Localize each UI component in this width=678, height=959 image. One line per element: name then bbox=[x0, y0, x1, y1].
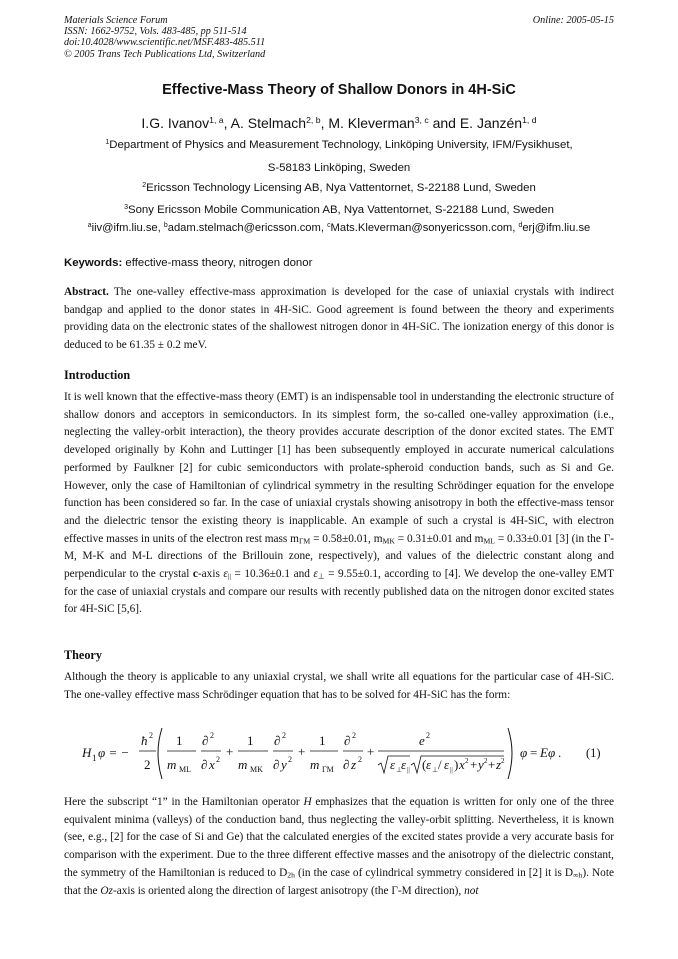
affiliation-2 bbox=[0, 182, 678, 194]
svg-text:MK: MK bbox=[250, 765, 263, 774]
svg-text:2: 2 bbox=[358, 755, 362, 764]
abstract-label: Abstract. bbox=[64, 286, 109, 298]
svg-text:1: 1 bbox=[92, 753, 97, 763]
svg-text:H: H bbox=[82, 745, 92, 760]
subscript: ΓM bbox=[298, 536, 311, 546]
affil-text: Ericsson Technology Licensing AB, Nya Vattentornet, S-22188 Lund, Sweden bbox=[146, 182, 536, 194]
separator: , bbox=[320, 115, 329, 131]
svg-text:2: 2 bbox=[352, 731, 356, 740]
intro-paragraph bbox=[64, 389, 614, 619]
svg-text:ΓM: ΓM bbox=[322, 765, 334, 774]
author-affil-mark: 2, b bbox=[306, 115, 321, 126]
svg-text:φ = −: φ = − bbox=[98, 745, 130, 760]
svg-text:2: 2 bbox=[282, 731, 286, 740]
svg-text:2: 2 bbox=[465, 757, 469, 765]
abstract bbox=[64, 284, 614, 355]
copyright-line: © 2005 Trans Tech Publications Ltd, Switzerland bbox=[64, 48, 266, 60]
separator: , bbox=[223, 115, 231, 131]
affil-text: Sony Ericsson Mobile Communication AB, Nya Vattentornet, S-22188 Lund, Sweden bbox=[128, 204, 554, 216]
svg-text:+: + bbox=[470, 757, 478, 772]
svg-text:+: + bbox=[488, 757, 496, 772]
journal-name: Materials Science Forum bbox=[64, 15, 168, 26]
text: -axis is oriented along the direction of largest anisotropy (the Γ-M direction), bbox=[112, 884, 465, 897]
svg-text:⊥: ⊥ bbox=[396, 766, 403, 774]
svg-text:2: 2 bbox=[288, 755, 292, 764]
email-address[interactable]: iiv@ifm.liu.se bbox=[91, 222, 158, 234]
subscript: ML bbox=[483, 536, 495, 546]
author-name: I.G. Ivanov bbox=[141, 115, 210, 131]
theory-paragraph-1: Although the theory is applicable to any uniaxial crystal, we shall write all equations for the particular case of 4H-SiC. The one-valley effective mass Schrödinger equation that has to be solved for 4H-SiC has the form: bbox=[64, 671, 614, 701]
intro-heading: Introduction bbox=[64, 368, 131, 382]
svg-text:m: m bbox=[310, 757, 320, 772]
text: It is well known that the effective-mass theory (EMT) is an indispensable tool in understanding the electronic structure of shallow donors and acceptors in semiconductors. In its simplest form, the so-called one-valley approximation (i.e., neglecting the valley-orbit interaction), the theory provides accurate description of the donor excited states. The EMT developed originally by Kohn and Luttinger [1] has been subsequently employed in accurate numerical calculations performed by Faulkner [2] for cubic semiconductors with prolate-spheroid conduction bands, such as Si and Ge. However, only the case of Hamiltonian of cylindrical symmetry in the resulting Schrödinger equation for the envelope function has been considered so far. In the case of uniaxial crystals showing anisotropy in both the effective-mass tensor and the dielectric tensor the existing theory is inapplicable. An example of such a crystal is 4H-SiC, with electron effective masses in units of the electron rest mass m bbox=[64, 391, 614, 545]
emphasis: not bbox=[464, 884, 479, 897]
svg-text:z: z bbox=[496, 757, 502, 772]
svg-text:1: 1 bbox=[247, 733, 254, 748]
svg-text:2: 2 bbox=[210, 731, 214, 740]
email-address[interactable]: erj@ifm.liu.se bbox=[522, 222, 591, 234]
affiliation-1 bbox=[0, 139, 678, 151]
text: = 10.36±0.1 and bbox=[230, 568, 314, 581]
affil-mark: 3 bbox=[124, 204, 128, 212]
subscript: 2h bbox=[287, 870, 295, 880]
theory-heading: Theory bbox=[64, 648, 102, 662]
text: = 9.55±0.1, according to [4]. We develop the one-valley EMT for the case of uniaxial crystals and compare our results with recently published data on the nitrogen donor excited states for 4H-SiC [5,6]. bbox=[64, 568, 614, 616]
svg-text:ε: ε bbox=[390, 757, 396, 772]
text: -axis bbox=[197, 568, 224, 581]
author-affil-mark: 1, d bbox=[522, 115, 537, 126]
journal-info bbox=[64, 15, 265, 60]
svg-text:||: || bbox=[450, 766, 453, 774]
email-list: $^a$iiv@ifm.liu.se, $^b$adam.stelmach@ericsson.com, $^c$Mats.Kleverman@sonyericsson.com, $^d$erj@ifm.liu.se bbox=[87, 222, 591, 234]
svg-text:+: + bbox=[367, 744, 375, 759]
svg-text:Eφ: Eφ bbox=[540, 745, 556, 760]
affiliation-1-cont: S-58183 Linköping, Sweden bbox=[267, 162, 411, 174]
svg-text:.: . bbox=[558, 745, 562, 760]
svg-text:m: m bbox=[167, 757, 177, 772]
online-date: Online: 2005-05-15 bbox=[532, 15, 614, 26]
issn-line: ISSN: 1662-9752, Vols. 483-485, pp 511-514 bbox=[64, 26, 247, 38]
keywords bbox=[64, 257, 312, 269]
equation-graphic bbox=[64, 723, 614, 785]
email-address[interactable]: adam.stelmach@ericsson.com bbox=[167, 222, 321, 234]
svg-text:||: || bbox=[407, 766, 410, 774]
epsilon-symbol: ε bbox=[313, 568, 318, 581]
affil-mark: 2 bbox=[142, 182, 147, 190]
svg-text:∂: ∂ bbox=[273, 757, 280, 772]
theory-paragraph-2 bbox=[64, 794, 614, 900]
author-affil-mark: 3, c bbox=[414, 115, 429, 126]
svg-text:ε: ε bbox=[401, 757, 407, 772]
svg-text:φ: φ bbox=[520, 745, 528, 760]
svg-text:1: 1 bbox=[319, 733, 326, 748]
affil-text: Department of Physics and Measurement Technology, Linköping University, IFM/Fysikhuset, bbox=[109, 139, 573, 151]
text: = 0.58±0.01, m bbox=[310, 532, 383, 545]
svg-text:∂: ∂ bbox=[274, 733, 281, 748]
svg-text:2: 2 bbox=[216, 755, 220, 764]
text: emphasizes that the equation is written for only one of the three equivalent minima (valleys) of the conduction band, thus neglecting the valley-orbit splitting. Nevertheless, it is known (see, e.g., [2] for the case of Si and Ge) that the calculated energies of the excited states provide a very accurate basis for comparison with the experiment. Due to the three different effective masses and the anisotropy of the dielectric constant, the symmetry of the Hamiltonian is reduced to D bbox=[64, 796, 614, 879]
svg-text:ε: ε bbox=[444, 757, 450, 772]
svg-text:∂: ∂ bbox=[343, 757, 350, 772]
svg-text:ML: ML bbox=[179, 765, 191, 774]
subscript: ⊥ bbox=[317, 571, 325, 581]
abstract-text: The one-valley effective-mass approximation is developed for the case of uniaxial crystals with indirect bandgap and applied to the donor states in 4H-SiC. Good agreement is found between the theory and experiments providing data on the electronic states of the shallowest nitrogen donor in 4H-SiC. The ionization energy of this donor is deduced to be 61.35 ± 0.2 meV. bbox=[64, 286, 614, 352]
paper-title: Effective-Mass Theory of Shallow Donors in 4H-SiC bbox=[162, 82, 516, 98]
svg-text:y: y bbox=[281, 757, 287, 772]
svg-text:z: z bbox=[351, 757, 357, 772]
svg-text:∂: ∂ bbox=[344, 733, 351, 748]
text: = 0.33±0.01 [3] (in the Γ-M, M-K and M-L directions of the Brillouin zone, respectively), and values of the dielectric constant along and perpendicular to the crystal bbox=[64, 532, 614, 581]
author-affil-mark: 1, a bbox=[209, 115, 224, 126]
svg-text:x: x bbox=[209, 757, 215, 772]
email-mark: b bbox=[163, 222, 168, 230]
subscript: || bbox=[227, 571, 231, 581]
svg-text:ε: ε bbox=[426, 757, 432, 772]
svg-text:x: x bbox=[459, 757, 465, 772]
text: Here the subscript “1” in the Hamiltonian operator bbox=[64, 796, 304, 808]
svg-text:⊥: ⊥ bbox=[432, 766, 439, 774]
author-name: M. Kleverman bbox=[328, 115, 415, 131]
svg-text:m: m bbox=[238, 757, 248, 772]
svg-text:/: / bbox=[438, 757, 442, 772]
equation-number: (1) bbox=[586, 746, 601, 760]
author-list bbox=[0, 115, 678, 131]
text: ). Note that the bbox=[64, 866, 614, 897]
subscript: MK bbox=[382, 536, 395, 546]
separator: and bbox=[428, 115, 460, 131]
svg-text:(: ( bbox=[422, 757, 427, 772]
email-mark: d bbox=[518, 222, 523, 230]
keywords-text: effective-mass theory, nitrogen donor bbox=[122, 257, 313, 269]
author-name: A. Stelmach bbox=[230, 115, 307, 131]
svg-text:2: 2 bbox=[149, 731, 153, 740]
svg-text:e: e bbox=[419, 733, 425, 748]
keywords-label: Keywords: bbox=[64, 257, 123, 269]
svg-text:∂: ∂ bbox=[202, 733, 209, 748]
svg-text:ħ: ħ bbox=[141, 733, 148, 748]
email-mark: c bbox=[327, 222, 331, 230]
svg-text:2: 2 bbox=[144, 757, 151, 772]
hamiltonian-symbol: H bbox=[303, 796, 312, 808]
email-mark: a bbox=[87, 222, 92, 230]
author-name: E. Janzén bbox=[459, 115, 523, 131]
epsilon-symbol: ε bbox=[223, 568, 228, 581]
svg-text:1: 1 bbox=[176, 733, 183, 748]
svg-text:∂: ∂ bbox=[201, 757, 208, 772]
oz-axis-symbol: Oz bbox=[100, 884, 113, 897]
svg-text:2: 2 bbox=[501, 757, 505, 765]
affiliation-3 bbox=[0, 204, 678, 216]
svg-text:+: + bbox=[298, 744, 306, 759]
subscript: ∞h bbox=[573, 870, 583, 880]
svg-text:2: 2 bbox=[426, 731, 430, 740]
text: = 0.31±0.01 and m bbox=[394, 532, 484, 545]
svg-text:): ) bbox=[454, 757, 459, 772]
svg-text:=: = bbox=[530, 745, 538, 760]
email-address[interactable]: Mats.Kleverman@sonyericsson.com bbox=[330, 222, 513, 234]
text: (in the case of cylindrical symmetry considered in [2] it is D bbox=[294, 866, 574, 879]
svg-text:2: 2 bbox=[484, 757, 488, 765]
affil-mark: 1 bbox=[105, 139, 110, 147]
equation-1 bbox=[64, 723, 614, 785]
svg-text:+: + bbox=[226, 744, 234, 759]
doi-line: doi:10.4028/www.scientific.net/MSF.483-485.511 bbox=[64, 37, 266, 49]
svg-text:y: y bbox=[478, 757, 484, 772]
c-axis-symbol: c bbox=[192, 568, 198, 581]
